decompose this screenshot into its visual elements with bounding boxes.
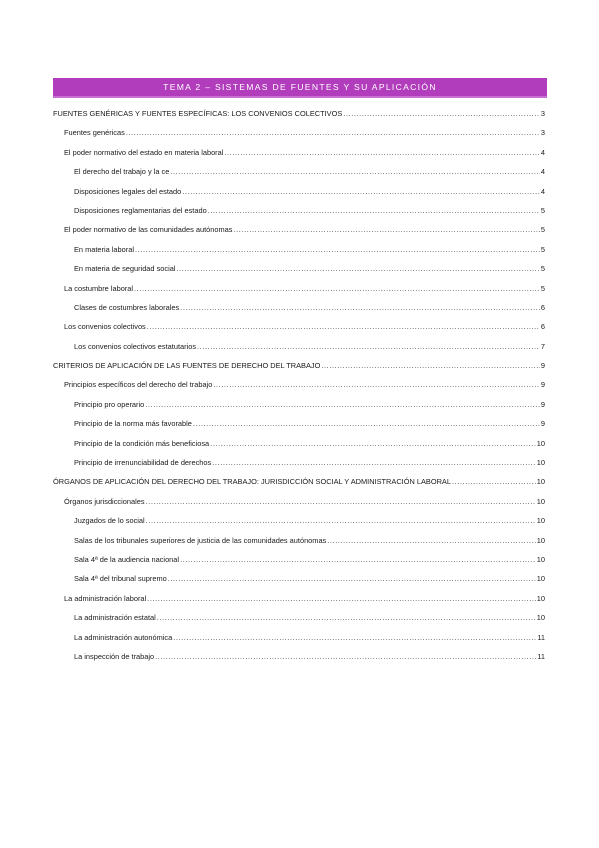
toc-entry[interactable] xyxy=(53,375,545,394)
dot-leader xyxy=(170,162,540,181)
dot-leader xyxy=(168,569,536,588)
dot-leader xyxy=(157,608,536,627)
toc-entry[interactable] xyxy=(53,240,545,259)
toc-entry[interactable] xyxy=(53,123,545,142)
toc-entry-page: 10 xyxy=(536,438,545,448)
toc-entry-label: Sala 4ª del tribunal supremo xyxy=(74,574,167,584)
dot-leader xyxy=(210,434,536,453)
toc-entry[interactable] xyxy=(53,317,545,336)
dot-leader xyxy=(321,356,540,375)
toc-entry-page: 4 xyxy=(540,147,545,157)
dot-leader xyxy=(452,472,536,491)
toc-entry-page: 10 xyxy=(536,516,545,526)
toc-entry[interactable] xyxy=(53,143,545,162)
dot-leader xyxy=(147,589,536,608)
toc-entry[interactable] xyxy=(53,628,545,647)
toc-entry-label: La administración laboral xyxy=(64,593,147,603)
toc-entry-label: Disposiciones reglamentarias del estado xyxy=(74,205,207,215)
toc-entry-page: 3 xyxy=(540,128,545,138)
dot-leader xyxy=(146,511,536,530)
toc-entry[interactable] xyxy=(53,472,545,491)
toc-entry[interactable] xyxy=(53,414,545,433)
toc-entry-page: 9 xyxy=(540,399,545,409)
toc-entry-page: 11 xyxy=(537,651,545,661)
toc-entry[interactable] xyxy=(53,647,545,666)
toc-entry-page: 3 xyxy=(540,109,545,118)
toc-entry-page: 4 xyxy=(540,167,545,177)
dot-leader xyxy=(327,531,536,550)
toc-entry-label: Principios específicos del derecho del trabajo xyxy=(64,380,213,390)
toc-title-bar xyxy=(53,78,547,98)
table-of-contents xyxy=(53,104,545,666)
toc-entry[interactable] xyxy=(53,337,545,356)
toc-title: TEMA 2 – SISTEMAS DE FUENTES Y SU APLICACIÓN xyxy=(163,82,437,92)
toc-entry[interactable] xyxy=(53,434,545,453)
dot-leader xyxy=(343,104,540,123)
toc-entry[interactable] xyxy=(53,395,545,414)
toc-entry[interactable] xyxy=(53,569,545,588)
toc-entry-page: 5 xyxy=(540,283,545,293)
toc-entry-label: Principio de la condición más beneficiosa xyxy=(74,438,210,448)
toc-entry-page: 6 xyxy=(540,322,545,332)
toc-entry[interactable] xyxy=(53,453,545,472)
toc-entry-label: ÓRGANOS DE APLICACIÓN DEL DERECHO DEL TRABAJO: JURISDICCIÓN SOCIAL Y ADMINISTRACIÓN LABORAL xyxy=(53,477,451,487)
toc-entry-page: 4 xyxy=(540,186,545,196)
toc-entry-label: CRITERIOS DE APLICACIÓN DE LAS FUENTES DE DERECHO DEL TRABAJO xyxy=(53,361,321,371)
toc-entry-page: 9 xyxy=(540,361,545,371)
toc-entry-page: 5 xyxy=(540,244,545,254)
toc-entry-page: 10 xyxy=(536,458,545,468)
dot-leader xyxy=(146,492,536,511)
toc-entry-page: 10 xyxy=(536,593,545,603)
toc-entry-page: 5 xyxy=(540,264,545,274)
toc-entry[interactable] xyxy=(53,589,545,608)
dot-leader xyxy=(180,550,536,569)
dot-leader xyxy=(213,375,540,394)
toc-entry-page: 10 xyxy=(536,496,545,506)
toc-entry-label: El poder normativo del estado en materia laboral xyxy=(64,147,224,157)
toc-entry-label: Salas de los tribunales superiores de justicia de las comunidades autónomas xyxy=(74,535,327,545)
toc-entry-label: En materia laboral xyxy=(74,244,134,254)
dot-leader xyxy=(208,201,540,220)
toc-entry[interactable] xyxy=(53,259,545,278)
toc-entry[interactable] xyxy=(53,182,545,201)
toc-entry[interactable] xyxy=(53,550,545,569)
toc-entry[interactable] xyxy=(53,531,545,550)
toc-entry[interactable] xyxy=(53,201,545,220)
dot-leader xyxy=(145,395,540,414)
toc-entry[interactable] xyxy=(53,162,545,181)
toc-entry-label: Sala 4ª de la audiencia nacional xyxy=(74,554,180,564)
toc-entry[interactable] xyxy=(53,220,545,239)
toc-entry-label: Principio de la norma más favorable xyxy=(74,419,192,429)
toc-entry[interactable] xyxy=(53,511,545,530)
toc-entry-label: FUENTES GENÉRICAS Y FUENTES ESPECÍFICAS: LOS CONVENIOS COLECTIVOS xyxy=(53,109,343,118)
toc-entry-page: 10 xyxy=(536,613,545,623)
toc-entry-label: Clases de costumbres laborales xyxy=(74,302,180,312)
toc-entry-label: La costumbre laboral xyxy=(64,283,134,293)
toc-entry-label: Fuentes genéricas xyxy=(64,128,125,138)
toc-entry-label: La administración estatal xyxy=(74,613,156,623)
toc-entry-label: Los convenios colectivos estatutarios xyxy=(74,341,197,351)
toc-entry-label: Juzgados de lo social xyxy=(74,516,145,526)
toc-entry[interactable] xyxy=(53,279,545,298)
dot-leader xyxy=(173,628,536,647)
toc-entry-label: Principio de irrenunciabilidad de derechos xyxy=(74,458,212,468)
dot-leader xyxy=(182,182,540,201)
toc-entry-page: 10 xyxy=(536,574,545,584)
dot-leader xyxy=(155,647,536,666)
toc-entry-page: 7 xyxy=(540,341,545,351)
toc-entry-label: Órganos jurisdiccionales xyxy=(64,496,145,506)
dot-leader xyxy=(224,143,539,162)
toc-entry-label: En materia de seguridad social xyxy=(74,264,176,274)
dot-leader xyxy=(135,240,540,259)
toc-entry-page: 5 xyxy=(540,225,545,235)
dot-leader xyxy=(212,453,536,472)
toc-entry-label: El poder normativo de las comunidades autónomas xyxy=(64,225,233,235)
toc-entry-label: El derecho del trabajo y la ce xyxy=(74,167,170,177)
dot-leader xyxy=(233,220,539,239)
toc-entry-label: La administración autonómica xyxy=(74,632,173,642)
toc-entry[interactable] xyxy=(53,356,545,375)
toc-entry-page: 9 xyxy=(540,419,545,429)
dot-leader xyxy=(193,414,540,433)
toc-entry-page: 5 xyxy=(540,205,545,215)
dot-leader xyxy=(197,337,540,356)
toc-entry-label: Los convenios colectivos xyxy=(64,322,146,332)
dot-leader xyxy=(176,259,539,278)
toc-entry[interactable] xyxy=(53,608,545,627)
toc-entry-label: Disposiciones legales del estado xyxy=(74,186,182,196)
dot-leader xyxy=(134,279,540,298)
toc-entry-page: 10 xyxy=(536,554,545,564)
toc-entry[interactable] xyxy=(53,298,545,317)
toc-entry[interactable] xyxy=(53,492,545,511)
toc-entry-page: 11 xyxy=(537,632,545,642)
toc-entry[interactable] xyxy=(53,104,545,123)
dot-leader xyxy=(147,317,540,336)
toc-entry-page: 10 xyxy=(536,477,545,487)
toc-entry-page: 10 xyxy=(536,535,545,545)
dot-leader xyxy=(180,298,540,317)
toc-entry-page: 9 xyxy=(540,380,545,390)
dot-leader xyxy=(126,123,540,142)
toc-entry-label: Principio pro operario xyxy=(74,399,145,409)
toc-entry-page: 6 xyxy=(540,302,545,312)
toc-entry-label: La inspección de trabajo xyxy=(74,651,155,661)
